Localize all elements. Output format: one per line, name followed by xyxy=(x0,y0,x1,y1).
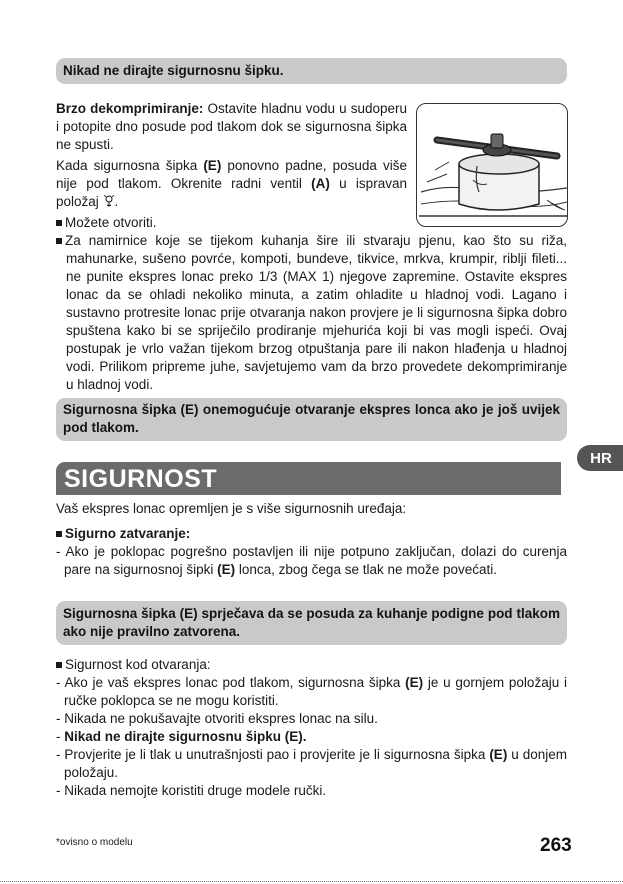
section-intro: Vaš ekspres lonac opremljen je s više sigurnosnih uređaja: xyxy=(56,501,407,516)
square-bullet-icon xyxy=(56,662,62,668)
intro-bullets xyxy=(56,214,567,394)
intro-paragraph xyxy=(56,100,407,154)
language-tab-hr: HR xyxy=(577,445,623,471)
p2-text-c: u ispravan položaj xyxy=(56,176,407,209)
top-note: Nikad ne dirajte sigurnosnu šipku. xyxy=(56,58,567,84)
opening-item-4: - Provjerite je li tlak u unutrašnjosti pao i provjerite je li sigurnosna šipka (E) u donjem položaju. xyxy=(56,747,567,780)
intro-lead-bold: Brzo dekomprimiranje: xyxy=(56,101,204,116)
bullet-item-1: Možete otvoriti. xyxy=(56,214,567,232)
opening-item-3: - Nikad ne dirajte sigurnosnu šipku (E). xyxy=(56,729,307,744)
closing-heading: Sigurno zatvaranje: xyxy=(56,525,567,543)
note-closing: Sigurnosna šipka (E) sprječava da se posuda za kuhanje podigne pod tlakom ako nije pravilno zatvorena. xyxy=(56,601,567,645)
p2-text-b: ponovno padne, posuda više nije pod tlakom. Okrenite radni ventil xyxy=(56,158,407,191)
p2-text-a: Kada sigurnosna šipka xyxy=(56,158,198,173)
square-bullet-icon xyxy=(56,220,62,226)
opening-item-2: - Nikada ne pokušavajte otvoriti ekspres lonac na silu. xyxy=(56,711,378,726)
intro-paragraph-2 xyxy=(56,157,407,211)
p2-ref-e: (E) xyxy=(203,158,222,173)
closing-safety xyxy=(56,525,567,579)
note-safety-bar: Sigurnosna šipka (E) onemogućuje otvaranje ekspres lonca ako je još uvijek pod tlakom. xyxy=(56,398,567,441)
opening-item-1: - Ako je vaš ekspres lonac pod tlakom, sigurnosna šipka (E) je u gornjem položaju i ručke poklopca se ne mogu koristiti. xyxy=(56,675,567,708)
bullet-item-2: Za namirnice koje se tijekom kuhanja šire ili stvaraju pjenu, kao što su riža, mahunarke, sušeno povrće, kompoti, bundeve, tikvice, mrkva, krumpir, riblji fileti... ne punite ekspres lonac preko 1/3 (MAX 1) njegove zapremine. Ostavite ekspres lonac da se ohladi nekoliko minuta, a zatim ohladite u hladnoj vodi. Lagano i sustavno protresite lonac prije otvaranja nakon provjere je li sigurnosna šipka dobro spuštena kako bi se spriječilo prodiranje mjehurića koji bi vas mogli ispeći. Ovaj postupak je vrlo važan tijekom brzog otpuštanja pare ili nakon hlađenja u hladnoj vodi. Prilikom pripreme juhe, savjetujemo vam da brzo provedete dekomprimiranje u hladnoj vodi. xyxy=(56,232,567,394)
p2-ref-a: (A) xyxy=(311,176,330,191)
pressure-cooker-sink-illustration xyxy=(416,103,568,227)
opening-heading: Sigurnost kod otvaranja: xyxy=(56,656,567,674)
bottom-divider xyxy=(0,881,623,882)
square-bullet-icon xyxy=(56,531,62,537)
intro-lead-text: Ostavite hladnu vodu u sudoperu i potopite dno posude pod tlakom dok se sigurnosna šipka ne spusti. xyxy=(56,101,407,152)
p2-text-d: . xyxy=(114,194,119,209)
opening-item-5: - Nikada nemojte koristiti druge modele ručki. xyxy=(56,783,327,798)
opening-safety xyxy=(56,656,567,800)
valve-position-icon xyxy=(103,194,115,206)
page-number: 263 xyxy=(540,835,572,856)
footnote: *ovisno o modelu xyxy=(56,837,133,848)
square-bullet-icon xyxy=(56,238,62,244)
section-title: SIGURNOST xyxy=(64,465,218,493)
closing-item: - Ako je poklopac pogrešno postavljen ili nije potpuno zaključan, dolazi do curenja pare na sigurnosnoj šipki (E) lonca, zbog čega se tlak ne može povećati. xyxy=(56,544,567,577)
